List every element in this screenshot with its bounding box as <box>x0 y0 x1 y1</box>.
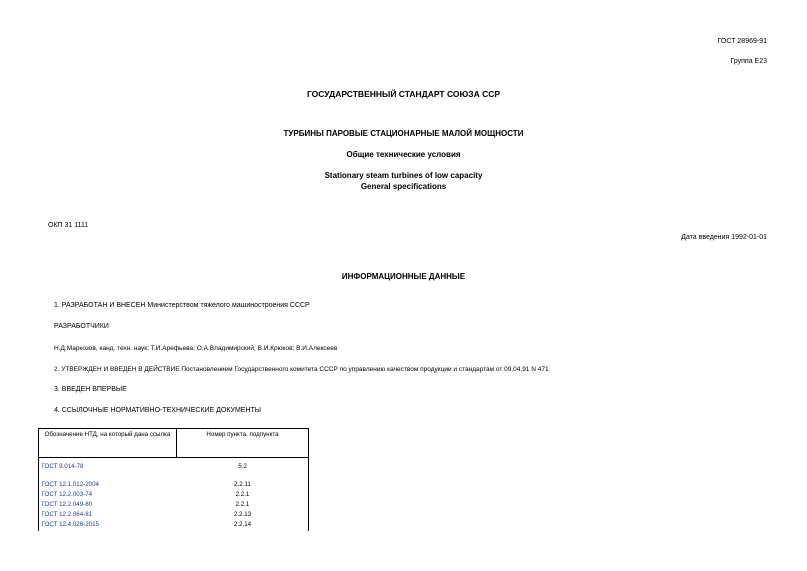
table-row <box>39 500 309 510</box>
table-row <box>39 510 309 520</box>
info-item-2: 2. УТВЕРЖДЕН И ВВЕДЕН В ДЕЙСТВИЕ Постановлением Государственного комитета СССР по управлению качеством продукции и стандартам от 09.04.91 N 471 <box>54 366 549 373</box>
info-heading: ИНФОРМАЦИОННЫЕ ДАННЫЕ <box>341 272 466 281</box>
clause-number: 2.2.11 <box>234 481 251 488</box>
developers-list: Н.Д.Маркозов, канд. техн. наук; Т.И.Арефьева; О.А.Владимирский; В.И.Крюков; В.И.Алексеев <box>54 345 338 352</box>
document-link[interactable]: ГОСТ 12.1.012-2004 <box>41 481 99 488</box>
doc-group: Группа Е23 <box>730 58 767 65</box>
table-header-row <box>39 429 309 458</box>
reference-table <box>38 428 309 530</box>
subtitle: Общие технические условия <box>346 150 461 159</box>
clause-number: 2.2.1 <box>235 491 250 498</box>
clause-number: 2.2.13 <box>233 511 252 518</box>
document-link[interactable]: ГОСТ 12.4.026-2015 <box>41 521 99 528</box>
info-item-3: 3. ВВЕДЕН ВПЕРВЫЕ <box>54 386 127 393</box>
column-header-document: Обозначение НТД, на который дана ссылка <box>39 429 177 458</box>
clause-number: 5.2 <box>238 463 247 470</box>
column-header-clause: Номер пункта, подпункта <box>177 429 309 458</box>
table-spacer-row <box>39 472 309 480</box>
table-row <box>39 480 309 490</box>
intro-date: Дата введения 1992-01-01 <box>681 234 767 241</box>
document-link[interactable]: ГОСТ 9.014-78 <box>41 463 84 470</box>
document-link[interactable]: ГОСТ 12.2.064-81 <box>41 511 93 518</box>
document-link[interactable]: ГОСТ 12.2.049-80 <box>41 501 93 508</box>
english-title-line2: General specifications <box>360 182 447 191</box>
main-title: ТУРБИНЫ ПАРОВЫЕ СТАЦИОНАРНЫЕ МАЛОЙ МОЩНОСТИ <box>283 129 524 138</box>
clause-number: 2.2.14 <box>233 521 252 528</box>
table-row <box>39 520 309 530</box>
table-row <box>39 490 309 500</box>
table-row <box>39 458 309 473</box>
developers-label: РАЗРАБОТЧИКИ <box>54 323 109 330</box>
standard-title: ГОСУДАРСТВЕННЫЙ СТАНДАРТ СОЮЗА ССР <box>306 89 501 99</box>
clause-number: 2.2.1 <box>235 501 250 508</box>
english-title-line1: Stationary steam turbines of low capacity <box>324 171 483 180</box>
document-link[interactable]: ГОСТ 12.2.003-74 <box>41 491 93 498</box>
okp-code: ОКП 31 1111 <box>48 222 89 229</box>
doc-number: ГОСТ 28969-91 <box>717 38 767 45</box>
info-item-1: 1. РАЗРАБОТАН И ВНЕСЕН Министерством тяжелого машиностроения СССР <box>54 302 310 309</box>
info-item-4: 4. ССЫЛОЧНЫЕ НОРМАТИВНО-ТЕХНИЧЕСКИЕ ДОКУМЕНТЫ <box>54 407 261 414</box>
